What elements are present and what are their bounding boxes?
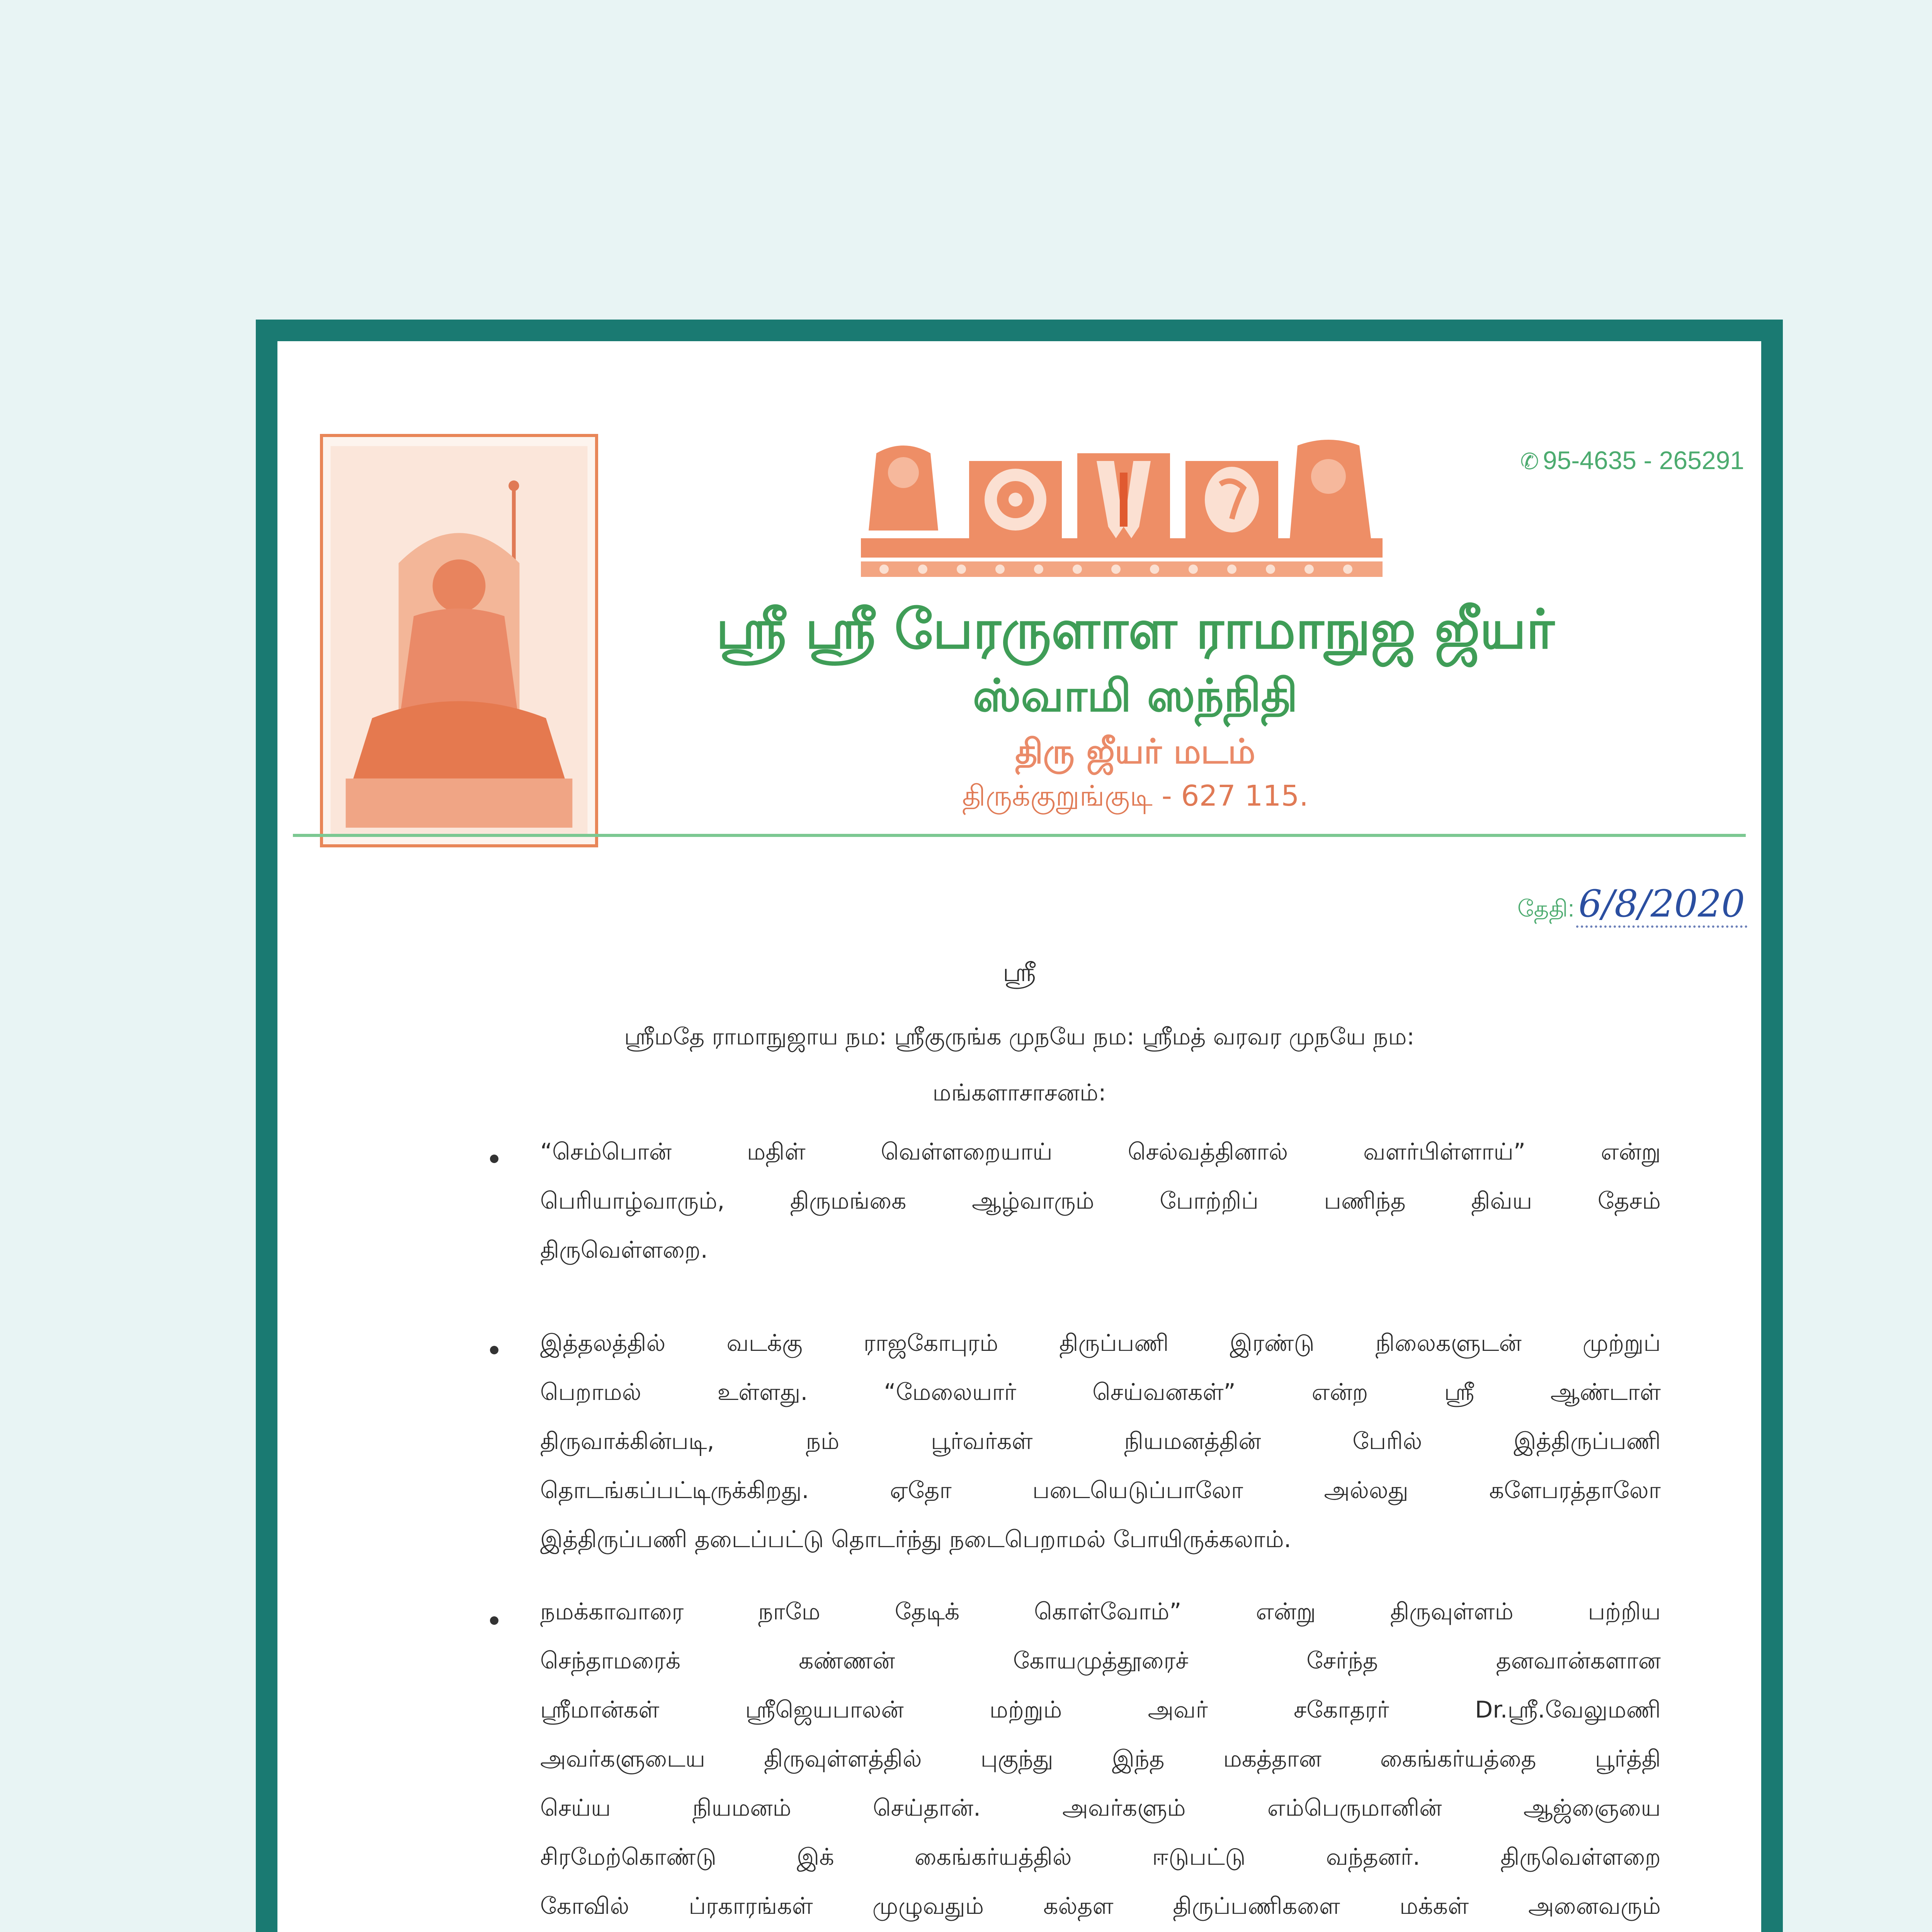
- date-value: 6/8/2020: [1576, 882, 1747, 928]
- date-label: தேதி:: [1517, 896, 1575, 922]
- invocation-line: ஸ்ரீமதே ராமாநுஜாய நம: ஸ்ரீகுருங்க முநயே நம: ஸ்ரீமத் வரவர முநயே நம:: [624, 1023, 1415, 1050]
- paragraph-line: கோவில் ப்ரகாரங்கள் முழுவதும் கல்தள திருப்பணிகளை மக்கள் அனைவரும்: [540, 1893, 1661, 1920]
- mangalasasanam-heading: மங்களாசாசனம்:: [932, 1079, 1106, 1106]
- letterhead-mutt-name: திரு ஜீயர் மடம்: [1015, 731, 1255, 771]
- paragraph-line: திருவாக்கின்படி, நம் பூர்வர்கள் நியமனத்தின் பேரில் இத்திருப்பணி: [540, 1428, 1661, 1455]
- paragraph-line: ஸ்ரீமான்கள் ஸ்ரீஜெயபாலன் மற்றும் அவர் சகோதரர் Dr.ஸ்ரீ.வேலுமணி: [540, 1696, 1661, 1723]
- letterhead-divider: [293, 834, 1746, 837]
- paragraph-line: அவர்களுடைய திருவுள்ளத்தில் புகுந்து இந்த மகத்தான கைங்கர்யத்தை பூர்த்தி: [540, 1745, 1661, 1772]
- paragraph-1: [540, 1128, 1661, 1275]
- phone-number: ✆ 95-4635 - 265291: [1520, 446, 1744, 474]
- letterhead-subtitle: ஸ்வாமி ஸந்நிதி: [973, 670, 1298, 722]
- paragraph-line: செய்ய நியமனம் செய்தான். அவர்களும் எம்பெருமானின் ஆஜ்ஞையை: [540, 1794, 1661, 1821]
- acharya-portrait: [320, 434, 598, 847]
- paragraph-line: பெறாமல் உள்ளது. “மேலையார் செய்வனகள்” என்ற ஸ்ரீ ஆண்டாள்: [540, 1379, 1661, 1406]
- phone-icon: ✆: [1520, 449, 1539, 474]
- paragraph-line: செந்தாமரைக் கண்ணன் கோயமுத்தூரைச் சேர்ந்த தனவான்களான: [540, 1647, 1661, 1674]
- date-row: [1517, 882, 1747, 925]
- letterhead-address: திருக்குறுங்குடி - 627 115.: [962, 779, 1309, 813]
- bullet-3: [490, 1616, 498, 1625]
- paragraph-line: திருவெள்ளறை.: [540, 1236, 708, 1264]
- temple-emblem: [861, 438, 1383, 585]
- paragraph-line: இத்தலத்தில் வடக்கு ராஜகோபுரம் திருப்பணி இரண்டு நிலைகளுடன் முற்றுப்: [540, 1330, 1661, 1357]
- letter-frame: [256, 320, 1783, 1932]
- shri-heading: ஸ்ரீ: [1003, 957, 1036, 987]
- paragraph-2: [540, 1319, 1661, 1564]
- paragraph-line: “செம்பொன் மதிள் வெள்ளறையாய் செல்வத்தினால் வளர்பிள்ளாய்” என்று: [540, 1138, 1661, 1165]
- letterhead-title: ஸ்ரீ ஸ்ரீ பேரருளாள ராமாநுஜ ஜீயர்: [716, 598, 1554, 661]
- letter-page: [277, 341, 1761, 1932]
- bullet-1: [490, 1155, 498, 1163]
- paragraph-line: சிரமேற்கொண்டு இக் கைங்கர்யத்தில் ஈடுபட்டு வந்தனர். திருவெள்ளறை: [540, 1844, 1661, 1871]
- bullet-2: [490, 1346, 498, 1354]
- paragraph-line: பெரியாழ்வாரும், திருமங்கை ஆழ்வாரும் போற்றிப் பணிந்த திவ்ய தேசம்: [540, 1187, 1661, 1214]
- paragraph-line: தொடங்கப்பட்டிருக்கிறது. ஏதோ படையெடுப்பாலோ அல்லது களேபரத்தாலோ: [540, 1477, 1661, 1504]
- paragraph-line: நமக்காவாரை நாமே தேடிக் கொள்வோம்” என்று திருவுள்ளம் பற்றிய: [540, 1598, 1661, 1625]
- paragraph-3: [540, 1587, 1661, 1932]
- paragraph-line: இத்திருப்பணி தடைப்பட்டு தொடர்ந்து நடைபெறாமல் போயிருக்கலாம்.: [540, 1526, 1291, 1553]
